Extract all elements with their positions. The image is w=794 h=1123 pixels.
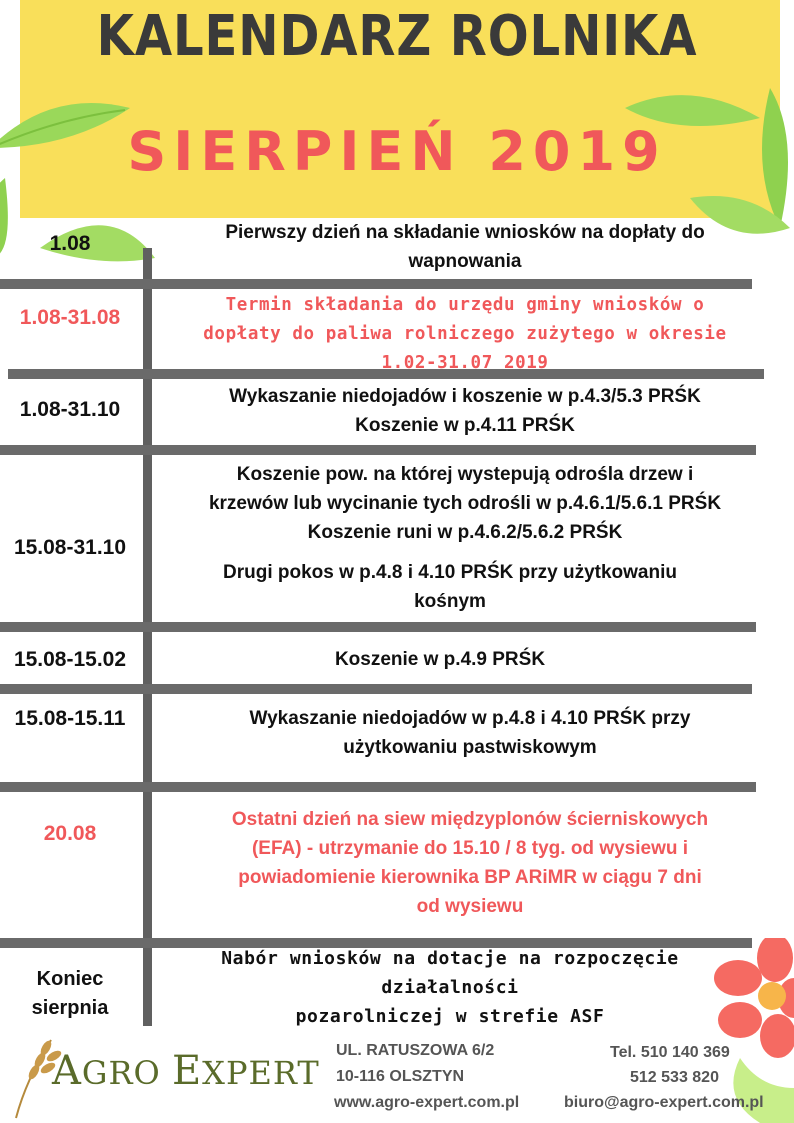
- entry-line: powiadomienie kierownika BP ARiMR w ciągu 7 dni: [238, 867, 702, 888]
- brand-logo: AGRO EXPERT: [52, 1048, 320, 1094]
- divider: [0, 445, 756, 455]
- entry-date: 15.08-15.02: [13, 648, 127, 671]
- entry-date: 1.08-31.08: [19, 306, 121, 329]
- phone-1: Tel. 510 140 369: [610, 1044, 730, 1061]
- entry-description: [130, 645, 750, 674]
- entry-line: pozarolniczej w strefie ASF: [295, 1006, 605, 1027]
- entry-description: [150, 944, 750, 1031]
- page-subtitle: SIERPIEŃ 2019: [127, 120, 667, 183]
- address-line-1: UL. RATUSZOWA 6/2: [336, 1042, 495, 1059]
- entry-date: 15.08-15.11: [14, 707, 126, 730]
- entry-date: 1.08: [49, 232, 91, 255]
- entry-description: [155, 218, 775, 276]
- entry-line: Nabór wniosków na dotacje na rozpoczęcie: [221, 948, 679, 969]
- entry-description: [150, 460, 780, 547]
- entry-line: Termin składania do urzędu gminy wniosków o: [225, 295, 705, 315]
- divider: [0, 782, 756, 792]
- entry-line: krzewów lub wycinanie tych odrośli w p.4.6.1/5.6.1 PRŚK: [208, 493, 722, 514]
- divider: [0, 622, 756, 632]
- entry-line: 1.02-31.07 2019: [381, 353, 549, 373]
- entry-line: dopłaty do paliwa rolniczego zużytego w okresie: [203, 324, 727, 344]
- phone-2: 512 533 820: [630, 1069, 719, 1086]
- entry-line: (EFA) - utrzymanie do 15.10 / 8 tyg. od wysiewu i: [251, 838, 689, 859]
- entry-date-line: Koniec: [36, 968, 104, 990]
- entry-line: Koszenie pow. na której wystepują odrośla drzew i: [236, 464, 694, 485]
- entry-line: kośnym: [414, 591, 486, 612]
- entry-line: od wysiewu: [416, 896, 524, 917]
- entry-date: 15.08-31.10: [13, 536, 127, 559]
- entry-date-line: sierpnia: [31, 997, 109, 1019]
- entry-line: Wykaszanie niedojadów w p.4.8 i 4.10 PRŚK przy: [249, 708, 691, 729]
- entry-line: użytkowaniu pastwiskowym: [343, 737, 597, 758]
- entry-description: [140, 558, 760, 616]
- entry-line: Wykaszanie niedojadów i koszenie w p.4.3/5.3 PRŚK: [229, 386, 701, 407]
- entry-line: Pierwszy dzień na składanie wniosków na dopłaty do: [225, 222, 705, 243]
- entry-line: działalności: [381, 977, 519, 998]
- entry-description: [160, 704, 780, 762]
- website-link[interactable]: www.agro-expert.com.pl: [334, 1094, 520, 1111]
- entry-date: 1.08-31.10: [19, 398, 121, 421]
- entry-description: [150, 291, 780, 378]
- entry-description: [155, 382, 775, 440]
- entry-line: Koszenie w p.4.11 PRŚK: [355, 415, 575, 436]
- entry-description: [160, 805, 780, 921]
- entry-line: Koszenie w p.4.9 PRŚK: [334, 649, 546, 670]
- email-link[interactable]: biuro@agro-expert.com.pl: [564, 1094, 764, 1111]
- entry-line: Ostatni dzień na siew międzyplonów ścierniskowych: [231, 809, 709, 830]
- address-line-2: 10-116 OLSZTYN: [336, 1068, 465, 1085]
- entry-line: Koszenie runi w p.4.6.2/5.6.2 PRŚK: [307, 522, 623, 543]
- divider: [0, 684, 752, 694]
- entry-date: 20.08: [43, 822, 97, 845]
- divider: [0, 279, 752, 289]
- page-title: KALENDARZ ROLNIKA: [96, 4, 698, 69]
- entry-date: [0, 965, 140, 1023]
- entry-line: Drugi pokos w p.4.8 i 4.10 PRŚK przy użytkowaniu: [223, 562, 677, 583]
- entry-line: wapnowania: [408, 251, 522, 272]
